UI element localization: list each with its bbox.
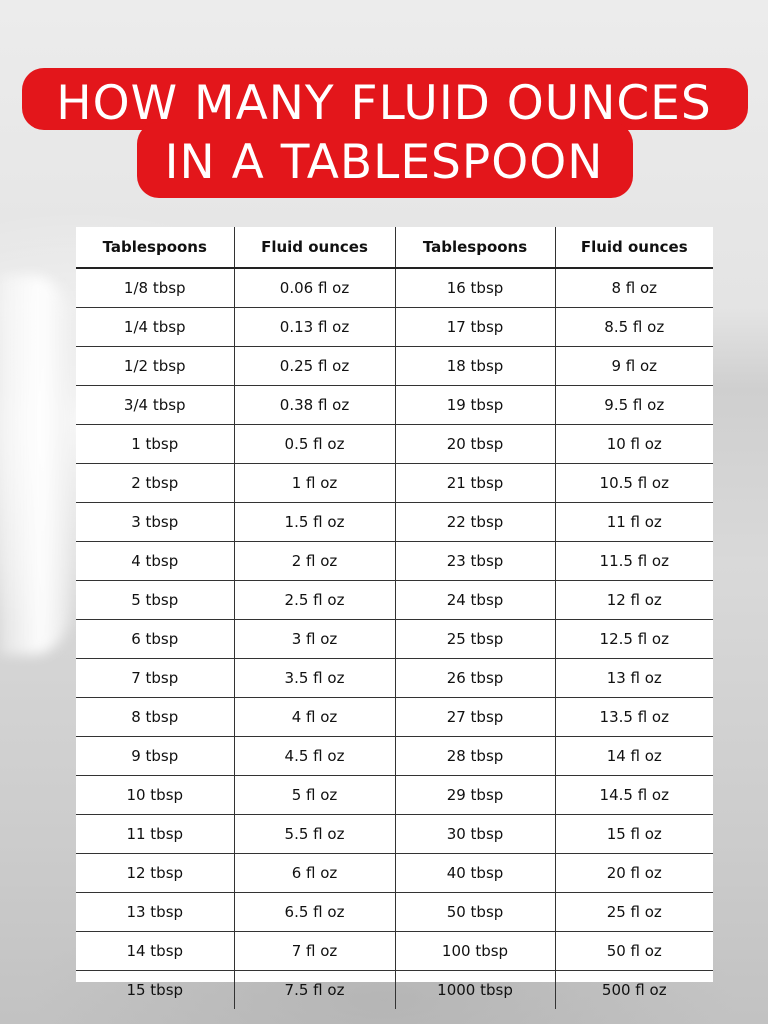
- table-row: [76, 542, 713, 581]
- table-row: [76, 932, 713, 971]
- table-cell: 13 fl oz: [555, 659, 713, 698]
- table-row: [76, 268, 713, 308]
- table-row: [76, 464, 713, 503]
- table-cell: 25 fl oz: [555, 893, 713, 932]
- table-cell: 25 tbsp: [395, 620, 555, 659]
- table-cell: 12 tbsp: [76, 854, 234, 893]
- table-cell: 9.5 fl oz: [555, 386, 713, 425]
- table-row: [76, 425, 713, 464]
- table-cell: 10 fl oz: [555, 425, 713, 464]
- table-cell: 0.5 fl oz: [234, 425, 395, 464]
- table-cell: 7 tbsp: [76, 659, 234, 698]
- table-cell: 1/2 tbsp: [76, 347, 234, 386]
- table-row: [76, 737, 713, 776]
- table-cell: 10.5 fl oz: [555, 464, 713, 503]
- table-cell: 0.38 fl oz: [234, 386, 395, 425]
- table-cell: 0.06 fl oz: [234, 268, 395, 308]
- table-cell: 50 fl oz: [555, 932, 713, 971]
- table-cell: 20 fl oz: [555, 854, 713, 893]
- table-cell: 5.5 fl oz: [234, 815, 395, 854]
- table-cell: 11 fl oz: [555, 503, 713, 542]
- conversion-table-container: [76, 227, 713, 999]
- table-cell: 40 tbsp: [395, 854, 555, 893]
- table-cell: 1000 tbsp: [395, 971, 555, 1010]
- table-cell: 0.25 fl oz: [234, 347, 395, 386]
- table-cell: 9 tbsp: [76, 737, 234, 776]
- table-cell: 11 tbsp: [76, 815, 234, 854]
- table-cell: 11.5 fl oz: [555, 542, 713, 581]
- table-cell: 16 tbsp: [395, 268, 555, 308]
- table-cell: 100 tbsp: [395, 932, 555, 971]
- table-cell: 29 tbsp: [395, 776, 555, 815]
- column-header: Tablespoons: [395, 227, 555, 268]
- table-cell: 5 tbsp: [76, 581, 234, 620]
- table-cell: 22 tbsp: [395, 503, 555, 542]
- table-cell: 4 tbsp: [76, 542, 234, 581]
- table-cell: 8.5 fl oz: [555, 308, 713, 347]
- table-cell: 19 tbsp: [395, 386, 555, 425]
- table-cell: 14 fl oz: [555, 737, 713, 776]
- table-cell: 7.5 fl oz: [234, 971, 395, 1010]
- table-row: [76, 308, 713, 347]
- table-cell: 9 fl oz: [555, 347, 713, 386]
- table-cell: 5 fl oz: [234, 776, 395, 815]
- page-title-line-2: IN A TABLESPOON: [164, 135, 604, 190]
- conversion-table: [76, 227, 713, 1009]
- table-cell: 17 tbsp: [395, 308, 555, 347]
- table-cell: 1.5 fl oz: [234, 503, 395, 542]
- column-header: Tablespoons: [76, 227, 234, 268]
- table-cell: 20 tbsp: [395, 425, 555, 464]
- table-row: [76, 386, 713, 425]
- table-row: [76, 659, 713, 698]
- table-row: [76, 620, 713, 659]
- table-cell: 1/4 tbsp: [76, 308, 234, 347]
- column-header: Fluid ounces: [234, 227, 395, 268]
- table-cell: 15 fl oz: [555, 815, 713, 854]
- table-row: [76, 347, 713, 386]
- table-cell: 10 tbsp: [76, 776, 234, 815]
- table-cell: 1 tbsp: [76, 425, 234, 464]
- table-cell: 8 tbsp: [76, 698, 234, 737]
- table-cell: 1 fl oz: [234, 464, 395, 503]
- table-cell: 12 fl oz: [555, 581, 713, 620]
- table-cell: 3.5 fl oz: [234, 659, 395, 698]
- table-cell: 15 tbsp: [76, 971, 234, 1010]
- page-title-line-1: HOW MANY FLUID OUNCES: [56, 76, 712, 131]
- table-cell: 2 fl oz: [234, 542, 395, 581]
- table-cell: 28 tbsp: [395, 737, 555, 776]
- table-cell: 14.5 fl oz: [555, 776, 713, 815]
- table-cell: 2 tbsp: [76, 464, 234, 503]
- table-cell: 6 fl oz: [234, 854, 395, 893]
- table-cell: 3 fl oz: [234, 620, 395, 659]
- table-cell: 30 tbsp: [395, 815, 555, 854]
- column-header: Fluid ounces: [555, 227, 713, 268]
- table-cell: 18 tbsp: [395, 347, 555, 386]
- table-cell: 2.5 fl oz: [234, 581, 395, 620]
- table-cell: 4 fl oz: [234, 698, 395, 737]
- table-cell: 3/4 tbsp: [76, 386, 234, 425]
- table-cell: 26 tbsp: [395, 659, 555, 698]
- table-cell: 1/8 tbsp: [76, 268, 234, 308]
- table-cell: 0.13 fl oz: [234, 308, 395, 347]
- table-cell: 12.5 fl oz: [555, 620, 713, 659]
- table-cell: 13.5 fl oz: [555, 698, 713, 737]
- table-cell: 24 tbsp: [395, 581, 555, 620]
- table-header-row: [76, 227, 713, 268]
- table-cell: 8 fl oz: [555, 268, 713, 308]
- table-cell: 500 fl oz: [601, 981, 667, 999]
- table-cell: 27 tbsp: [395, 698, 555, 737]
- table-cell: 14 tbsp: [76, 932, 234, 971]
- table-row: [76, 503, 713, 542]
- table-cell: 6 tbsp: [76, 620, 234, 659]
- table-cell: 3 tbsp: [76, 503, 234, 542]
- table-row: [76, 971, 713, 1010]
- table-cell: 21 tbsp: [395, 464, 555, 503]
- table-row: [76, 815, 713, 854]
- table-cell: 6.5 fl oz: [234, 893, 395, 932]
- table-cell: 50 tbsp: [395, 893, 555, 932]
- table-row: [76, 698, 713, 737]
- table-cell: 23 tbsp: [395, 542, 555, 581]
- table-cell: 4.5 fl oz: [234, 737, 395, 776]
- table-cell: 7 fl oz: [234, 932, 395, 971]
- table-row: [76, 581, 713, 620]
- table-cell: 13 tbsp: [76, 893, 234, 932]
- table-row: [76, 893, 713, 932]
- table-body: [76, 268, 713, 1009]
- table-row: [76, 776, 713, 815]
- background-photo-blur: [0, 275, 70, 655]
- table-row: [76, 854, 713, 893]
